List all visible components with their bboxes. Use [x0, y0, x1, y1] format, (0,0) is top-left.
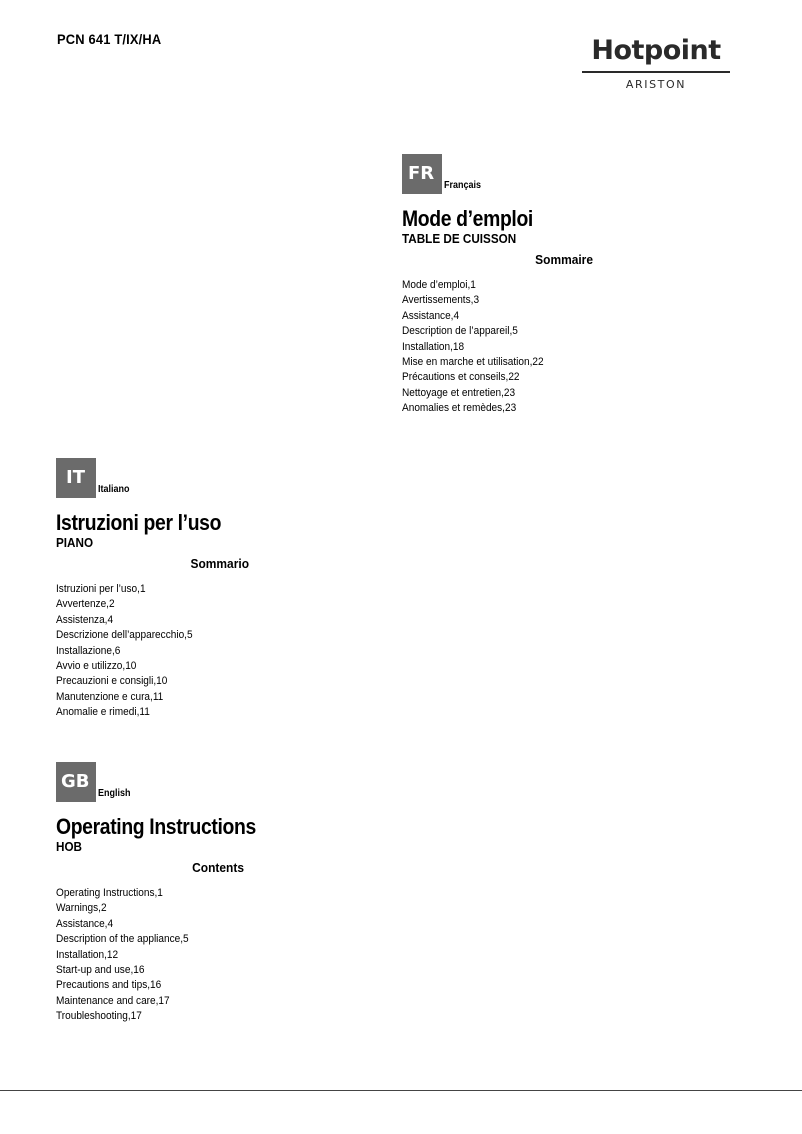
- contents-heading-gb: Contents: [192, 860, 244, 875]
- toc-item[interactable]: Manutenzione e cura,11: [56, 690, 164, 703]
- toc-item[interactable]: Assistance,4: [402, 309, 460, 322]
- contents-heading-fr: Sommaire: [535, 252, 593, 267]
- language-name-it: Italiano: [98, 484, 130, 495]
- language-name-fr: Français: [444, 180, 482, 191]
- toc-item[interactable]: Descrizione dell’apparecchio,5: [56, 629, 193, 642]
- toc-item[interactable]: Assistance,4: [56, 917, 114, 930]
- toc-item[interactable]: Installation,12: [56, 948, 119, 961]
- toc-item[interactable]: Avertissements,3: [402, 294, 480, 307]
- toc-item[interactable]: Istruzioni per l’uso,1: [56, 583, 146, 595]
- toc-item[interactable]: Warnings,2: [56, 902, 107, 915]
- language-badge-gb: GB: [56, 762, 96, 802]
- brand-logo: [580, 34, 732, 96]
- brand-name: Hotpoint: [591, 35, 721, 66]
- toc-item[interactable]: Assistenza,4: [56, 613, 114, 626]
- language-badge-fr: FR: [402, 154, 442, 194]
- doc-subtitle-it: PIANO: [56, 535, 94, 550]
- brand-divider: [582, 71, 730, 73]
- model-number: PCN 641 T/IX/HA: [57, 31, 162, 47]
- toc-item[interactable]: Installation,18: [402, 340, 465, 353]
- doc-subtitle-fr: TABLE DE CUISSON: [402, 231, 517, 246]
- page-divider: [0, 1090, 802, 1091]
- doc-title-it: Istruzioni per l’uso: [56, 510, 222, 535]
- toc-item[interactable]: Mode d’emploi,1: [402, 279, 476, 291]
- toc-item[interactable]: Maintenance and care,17: [56, 994, 170, 1007]
- toc-item[interactable]: Precautions and tips,16: [56, 979, 162, 992]
- toc-list-gb: [56, 886, 203, 1025]
- toc-item[interactable]: Troubleshooting,17: [56, 1010, 142, 1023]
- brand-sub: ARISTON: [625, 78, 687, 91]
- doc-subtitle-gb: HOB: [56, 839, 83, 854]
- toc-item[interactable]: Avvertenze,2: [56, 598, 115, 611]
- toc-item[interactable]: Precauzioni e consigli,10: [56, 675, 168, 688]
- doc-title-fr: Mode d’emploi: [402, 206, 533, 231]
- toc-list-it: [56, 582, 208, 721]
- language-name-gb: English: [98, 788, 131, 799]
- toc-item[interactable]: Nettoyage et entretien,23: [402, 386, 516, 399]
- doc-title-gb: Operating Instructions: [56, 814, 256, 839]
- toc-item[interactable]: Start-up and use,16: [56, 964, 145, 977]
- contents-heading-it: Sommario: [190, 556, 249, 571]
- toc-item[interactable]: Anomalie e rimedi,11: [56, 706, 150, 719]
- language-badge-it: IT: [56, 458, 96, 498]
- toc-item[interactable]: Operating Instructions,1: [56, 887, 163, 899]
- toc-item[interactable]: Description of the appliance,5: [56, 933, 189, 946]
- toc-item[interactable]: Installazione,6: [56, 644, 121, 657]
- toc-item[interactable]: Précautions et conseils,22: [402, 371, 520, 384]
- toc-item[interactable]: Anomalies et remèdes,23: [402, 402, 517, 415]
- toc-item[interactable]: Avvio e utilizzo,10: [56, 660, 137, 673]
- toc-item[interactable]: Mise en marche et utilisation,22: [402, 356, 544, 369]
- toc-list-fr: [402, 278, 559, 417]
- toc-item[interactable]: Description de l’appareil,5: [402, 325, 518, 338]
